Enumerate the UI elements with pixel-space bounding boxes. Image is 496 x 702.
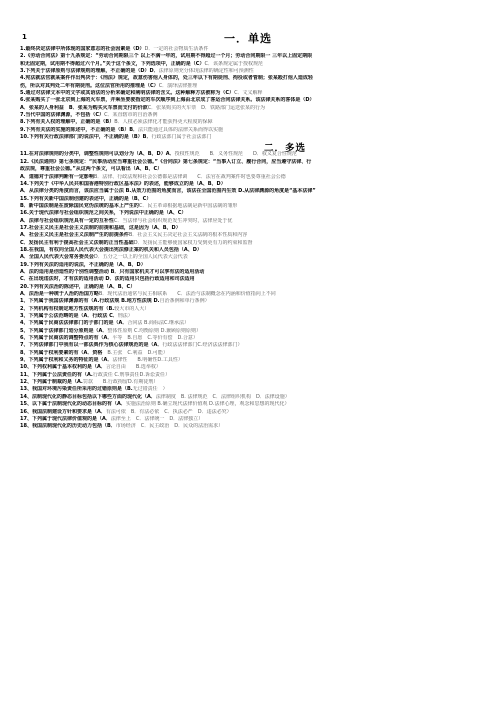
answer-text: 言论自由 B.选举权） [105, 364, 161, 371]
answer-text: 较大市的人大） [114, 305, 150, 312]
answer-text: D．五分之一以上的全国人民代表大会代表 [93, 254, 188, 261]
question-text: 15.下列有关新中国法制创建的表述中，正确的是（B、C） [20, 195, 152, 202]
question-text: 17、下列属于现代法律价值观的是（A． [20, 415, 111, 422]
question-line [20, 262, 476, 269]
question-text: 2.《劳动合同法》第十九条规定：“劳动合同期限三个 以上不满一年的，试用期不得超过一个月；劳动合同期限一 三年以上固定期限 [20, 53, 313, 60]
question-text: C．发扬民主有利于提高社会主义法制的正当性基础 [20, 239, 134, 246]
answer-text: 有法可依 B．有法必依 C．执法必严 D．违法必究） [105, 408, 232, 415]
question-text: 7.当代中国的法律渊源，不包括（C） [20, 112, 105, 119]
answer-text: 整体性原则 C.均衡原则 D.兼顾原则原则） [107, 327, 202, 334]
question-text: 18、我国法制现代化的历史动力包括（B． [20, 423, 116, 430]
question-text: 12.《民法通则》第七条规定：“民事活动应当尊重社会公德。”《合同法》第七条规定：“当事人订立、履行合同，应当遵守法律、行 [20, 158, 312, 165]
question-line [20, 188, 476, 195]
question-text: 20.下列有关法治的陈述中，正确的是（A、B、C） [20, 283, 136, 290]
question-text: 和无固定期，试用期不得超过六个月。”关于这个条文，下列选项中，正确的是（C） [20, 60, 205, 67]
question-line [20, 284, 476, 291]
question-text: 8.下列有关人权的理解中，正确的是（B） [20, 119, 115, 126]
question-text: A．社会主义民主是社会主义法制产生的前提条件 [20, 232, 129, 239]
question-line [20, 247, 476, 254]
answer-text: B．人权必须法律化才能获得更大程度的保障 [114, 119, 213, 126]
answer-text: 法律原则充分体现法律的确定性和可预测性 [158, 68, 254, 75]
question-text: 3.下列关于法律原则与法律规则的理解，不正确的是（D）D． [20, 68, 159, 75]
answer-text: 行政法法律部门C.经济法法律部门） [162, 342, 243, 349]
question-line [20, 335, 476, 342]
answer-text: C．该条规定属于授权规范 [204, 60, 263, 67]
question-line [20, 401, 476, 408]
short-list-questions [20, 298, 476, 430]
question-line [20, 112, 476, 119]
question-line [20, 276, 476, 283]
question-line [20, 379, 476, 386]
answer-text: B．现代法治通常与民主相联系 C．法治与法制概念在内涵和价值指向上不同 [98, 291, 276, 297]
answer-text: D．一定的社会物质生活条件 [144, 46, 209, 52]
answer-text: 授权性规范 B．义务性规范 D．权义复合性规范 [174, 151, 297, 158]
question-line [20, 90, 476, 97]
multi-choice-questions [20, 151, 476, 298]
question-line [20, 416, 476, 423]
question-text: A．道德对于法律判断有一定影响 [20, 173, 94, 180]
answer-text: 实施法治原则 B.确立现代法律价值观 D.法律心理，观念和思想的现代化） [125, 401, 290, 408]
question-text: 伤，所以对其判处二年有期徒刑。这位法官所用的推理是（C） [20, 82, 159, 89]
answer-text: C．演绎法律推理 [158, 82, 198, 89]
question-line [20, 196, 476, 203]
answer-text: 法律性 B.明确性D.工具性） [112, 357, 183, 364]
question-text: 5.通过对法律文本中的文字或其语法的分析来确定和阐明法律的含义。这种解释方法被称为（C） [20, 90, 235, 97]
question-text: 2、下列机构有权制定地方性法规的有（B. [20, 305, 115, 312]
question-line [20, 254, 476, 261]
question-text: A．张某的人身利益 B．张某为购买火车票而支付的价款 [20, 104, 148, 111]
question-line [20, 225, 476, 232]
question-line [20, 269, 476, 276]
question-line [20, 240, 476, 247]
question-line [20, 75, 476, 82]
question-text: A．法的适用是创造性的个别性调整活动 B．只有国家机关才可以享有法的适用活动 [20, 268, 205, 275]
question-text: 3、下列属于公法范畴的是（A．行政法 C． [20, 313, 118, 320]
section-title-multi-choice: 二．多选 [263, 143, 306, 155]
question-line [20, 218, 476, 225]
question-text: 19.下列有关法的适用的说法，不正确的是（A、B、D） [20, 261, 146, 268]
question-line [20, 409, 476, 416]
question-text: 18.在我国，有权向全国人民代表大会提出宪法修正案的机关和人员包括（A、D） [20, 246, 202, 253]
question-line [20, 61, 476, 68]
question-text: 9、下列属于权利和义务的特征的是（A． [20, 357, 113, 364]
question-text: 6、下列属于民商法的调整特点的有（A． [20, 335, 113, 342]
question-text: 9.下列有关法的实施的陈述中，不正确的是（B）B． [20, 126, 139, 133]
question-line [20, 159, 476, 166]
answer-text: 平等 B.自愿 C.等价有偿 D.合意） [112, 335, 198, 342]
question-text: 10、下列权利属于基本权利的是（A． [20, 364, 106, 371]
question-text: B．新中国法制是在废除国民党伪法统的基本上产生的 [20, 202, 139, 209]
question-line [20, 364, 476, 371]
question-text: 16.关于现代法律与社会组织规范之间关系，下列说法中正确的是（A、C） [20, 210, 187, 217]
answer-text: C．民主革命根据地法制是新中国法制的雏形 [138, 202, 238, 209]
question-line [20, 386, 476, 393]
question-text: 7、下列法律部门中我有以一部法典作为核心法律规范的是（A． [20, 342, 163, 349]
answer-text: C．文义解释 [234, 90, 263, 97]
question-text: 政法规，尊重社会公德。”从这两个条文，可以看出（A、B、C） [20, 166, 163, 173]
question-text: 4.宪法就法官就某案件作出判决于：《刑法》规定，故意伤害他人身体的，处三年以下有期徒刑、拘役或者管制；张某殴打他人造成轻 [20, 75, 313, 82]
question-line [20, 306, 476, 313]
answer-text: B．社会主义民主决定社会主义法制的根本性质和内容 [128, 232, 248, 239]
answer-text: 市场经济 C．民主政治 D．民众的法治需求） [115, 423, 224, 430]
question-text: 17.社会主义民主是社会主义法制的前提和基础，这是因为（A、B、D） [20, 224, 181, 231]
question-text: 13、我国对环境污染责任所采用的过错原则是（B. [20, 386, 133, 393]
question-line [20, 394, 476, 401]
question-text: 1、下列属于我国法律渊源的有（A.行政法规 B.地方性法规 D. [20, 298, 160, 305]
answer-text: B.主张 C.利益 D.可能） [107, 349, 168, 356]
answer-text: D．发扬民主能够使国家权力受到更有力的约束和监督 [133, 239, 253, 246]
question-line [20, 342, 476, 349]
answer-text: C．张某购买的火车票 D．铁路部门运送张某的行为 [147, 104, 266, 111]
question-line [20, 423, 476, 430]
answer-text: 法律至上 C．法律统一 D．法律独立） [110, 415, 204, 422]
question-line [20, 181, 476, 188]
question-text: 4、下列属于民商法法律部门的子部门的是（A． [20, 320, 128, 327]
answer-text: 刑法） [117, 313, 133, 320]
answer-text: 自治条例和单行条例） [159, 298, 210, 305]
question-text: 5、下列属于法律部门划分原则是（A． [20, 327, 108, 334]
question-text: 14、法制现代化的静态目标包括以下哪些方面的现代化（A． [20, 393, 156, 400]
question-line [20, 291, 476, 298]
question-line [20, 105, 476, 112]
question-line [20, 210, 476, 217]
question-line [20, 174, 476, 181]
single-choice-questions [20, 46, 476, 141]
question-text: 12、下列属于制裁的是（A. [20, 379, 83, 386]
answer-text: 无过错责任 ） [132, 386, 168, 393]
question-line [20, 328, 476, 335]
question-text: 11、下列属于公法责任的有（A. [20, 371, 93, 378]
question-line [20, 97, 476, 104]
question-text: A．法律与社会组织规范具有一定的互补性 [20, 217, 114, 224]
answer-text: 法律制度 B. 法律规范 C．法律组织机构 D．法律设施） [155, 393, 290, 400]
answer-text: B．法律、行政法规和社会公德都是法律调 C．法官在裁判案件时也要尊重社会公德 [93, 173, 286, 180]
question-text: C．在出现违法时，才有法的适用活动 D．法的适用只包括行政适用和司法适用 [20, 276, 195, 283]
section-header-single-choice [20, 30, 476, 46]
question-line [20, 372, 476, 379]
question-line [20, 53, 476, 60]
question-line [20, 119, 476, 126]
answer-text: C．当法律与社会组织规范发生冲突时，法律应处于优 [113, 217, 233, 224]
question-text: A．从法律分类的角度而言，该法应当属于公法 B.从效力范围的角度而言，该法在全国范围内生效 D.从法律渊源的角度是“基本法律” [20, 188, 316, 195]
question-line [20, 83, 476, 90]
question-line [20, 320, 476, 327]
answer-text: 法只能通过具体的法律关系而得以实施 [138, 126, 224, 133]
question-line [20, 350, 476, 357]
question-line [20, 203, 476, 210]
question-text: 1.最终决定法律中所体现的国家意志的社会因素是（D） [20, 46, 145, 52]
question-text: 14.下列关于《中华人民共和国香港特别行政区基本法》的表述，能够成立的是（A、B、D） [20, 180, 226, 187]
question-text: A．全国人民代表大会常务委员会 [20, 254, 94, 261]
answer-text: 罚款 B.行政拘留D.有期徒刑） [82, 379, 159, 386]
question-line [20, 232, 476, 239]
page-number: 1 [22, 33, 27, 41]
question-text: 16、我国法制建设方针和要求是（A． [20, 408, 106, 415]
question-text: 6.张某购买了一张北京到上海的火车票，并乘坐要驶指定的车次顺序到上海由北京成了客运合同法律关系。该法律关系的客体是（D） [20, 97, 315, 104]
section-title-single-choice: 一．单选 [224, 32, 272, 45]
question-text: 15、以下属于法制现代化的动态目标的有（A． [20, 401, 126, 408]
question-text: 10.下列有关行政法律部门的说法中，不正确的是（B）B． [20, 134, 152, 141]
question-text: A．法治是一种统于人治的治国方略 [20, 291, 99, 297]
question-text: 8、下列属于权利要素的有（A．资格 [20, 349, 108, 356]
answer-text: 合同法 B.商标法C.继承法） [127, 320, 190, 327]
question-line [20, 313, 476, 320]
question-line [20, 46, 476, 53]
question-line [20, 68, 476, 75]
question-line [20, 298, 476, 305]
answer-text: 行政责任 C.刑事责任D.诉讼责任） [92, 371, 170, 378]
question-line [20, 357, 476, 364]
answer-text: C．某直辖市的自治条例 [104, 112, 158, 119]
answer-text: 行政法部门属于社会法部门 [151, 134, 212, 141]
question-line [20, 127, 476, 134]
question-text: 11.在对法律规则的分类中，调整性规则可以划分为（A、B、D）A． [20, 151, 175, 158]
question-line [20, 166, 476, 173]
